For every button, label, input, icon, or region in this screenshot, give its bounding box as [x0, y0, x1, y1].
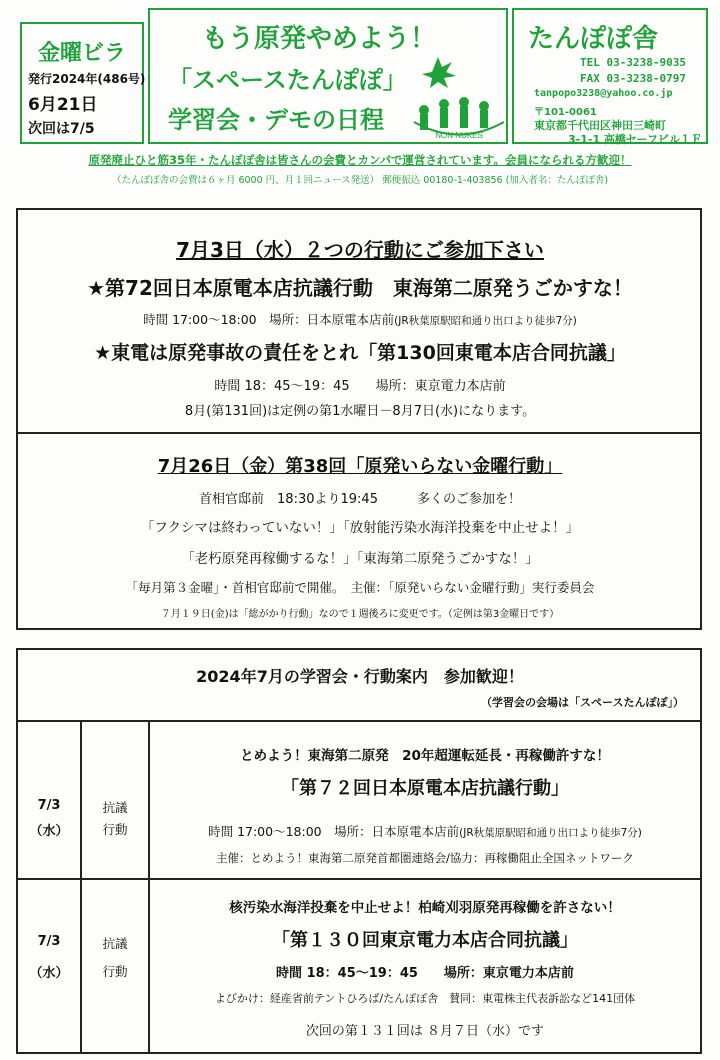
section-divider [16, 432, 702, 434]
section2-line5: ７月１９日(金)は「総がかり行動」なので１週後ろに変更です。（定例は第3金曜日です） [160, 609, 560, 620]
row1-time-text: 時間 17:00～18:00 場所：日本原電本店前 [208, 824, 460, 839]
notice-line1: 原発廃止ひと筋35年・たんぽぽ舎は皆さんの会費とカンパで運営されています。会員になられる方歓迎！ [88, 153, 632, 167]
row1-day: （水） [29, 824, 69, 839]
row1-time-note: (JR秋葉原駅昭和通り出口より徒歩7分) [459, 827, 642, 839]
event1-time: 時間 17:00～18:00 場所：日本原電本店前 [143, 312, 395, 327]
table-col-divider1 [80, 720, 82, 1054]
row1-title: 「第７２回日本原電本店抗議行動」 [281, 778, 569, 799]
section2-line4: 「毎月第３金曜」・首相官邸前で開催。 主催：「原発いらない金曜行動」実行委員会 [125, 580, 595, 595]
section2-line3: 「老朽原発再稼働するな！」「東海第二原発うごかすな！」 [181, 551, 539, 567]
row1-time [150, 822, 700, 840]
logo-text: NON NUKES [435, 131, 483, 140]
section2-heading: 7月26日（金）第38回「原発いらない金曜行動」 [157, 456, 563, 477]
row2-date: 7/3 [37, 934, 61, 949]
issue-date: 6月21日 [28, 95, 98, 115]
event2-detail: 時間 18：45～19：45 場所：東京電力本店前 [214, 379, 506, 394]
section3-heading: 2024年7月の学習会・行動案内 参加歓迎！ [196, 667, 524, 686]
table-top-line [16, 720, 702, 722]
next-issue: 次回は7/5 [28, 121, 95, 137]
org-tel: TEL 03-3238-9035 [580, 56, 686, 69]
headline-line2: 「スペースたんぽぽ」 [168, 66, 407, 94]
section1-heading: 7月3日（水）２つの行動にご参加下さい [176, 238, 544, 262]
org-fax: FAX 03-3238-0797 [580, 72, 686, 85]
issue-number: 発行2024年(486号) [28, 72, 146, 86]
row2-lead: 核汚染水海洋投棄を中止せよ！柏崎刈羽原発再稼働を許さない！ [229, 900, 621, 916]
row1-lead: とめよう！東海第二原発 20年超運転延長・再稼働許すな！ [240, 748, 610, 764]
row2-day: （水） [29, 966, 69, 981]
notice-line2: （たんぽぽ舎の会費は６ヶ月 6000 円、月１回ニュース発送） 郵便振込 00180-1-403856 (加入者名：たんぽぽ舎) [111, 175, 609, 186]
headline-line3: 学習会・デモの日程 [168, 106, 384, 134]
event1-detail [0, 310, 720, 328]
row1-date: 7/3 [37, 798, 61, 813]
section2-line1: 首相官邸前 18:30より19:45 多くのご参加を！ [199, 492, 521, 507]
row2-next: 次回の第１３１回は ８月７日（水）です [305, 1024, 545, 1039]
row1-type2: 行動 [102, 822, 128, 837]
org-address2: 3-1-1 高橋セーフビル１Ｆ [568, 133, 702, 146]
org-email: tanpopo3238@yahoo.co.jp [534, 88, 673, 99]
row2-type1: 抗議 [102, 936, 128, 951]
row1-type1: 抗議 [102, 800, 128, 815]
event1-note: (JR秋葉原駅昭和通り出口より徒歩7分) [394, 315, 577, 327]
section3-subnote: （学習会の会場は「スペースたんぽぽ」） [481, 696, 684, 709]
section2-line2: 「フクシマは終わっていない！」「放射能汚染水海洋投棄を中止せよ！」 [140, 520, 580, 536]
flyer-title: 金曜ビラ [37, 41, 126, 66]
event2-title: ★東電は原発事故の責任をとれ「第130回東電本店合同抗議」 [94, 342, 626, 364]
row2-time: 時間 18：45～19：45 場所：東京電力本店前 [276, 966, 574, 981]
table-row-divider [16, 878, 702, 880]
row2-org: よびかけ：経産省前テントひろば/たんぽぽ舎 賛同：東電株主代表訴訟など141団体 [214, 992, 636, 1005]
headline-line1: もう原発やめよう！ [202, 24, 437, 54]
org-name: たんぽぽ舎 [528, 24, 659, 54]
org-address1: 東京都千代田区神田三崎町 [534, 119, 666, 132]
row2-type2: 行動 [102, 964, 128, 979]
event2-note: 8月(第131回)は定例の第1水曜日－8月7日(水)になります。 [184, 404, 536, 419]
event1-title: ★第72回日本原電本店抗議行動 東海第二原発うごかすな！ [87, 276, 633, 300]
row1-org: 主催：とめよう！東海第二原発首都圏連絡会/協力：再稼働阻止全国ネットワーク [216, 851, 634, 865]
row2-title: 「第１３０回東京電力本店合同抗議」 [272, 930, 578, 951]
org-zip: 〒101-0061 [534, 107, 597, 118]
dandelion-logo-icon [404, 52, 514, 142]
